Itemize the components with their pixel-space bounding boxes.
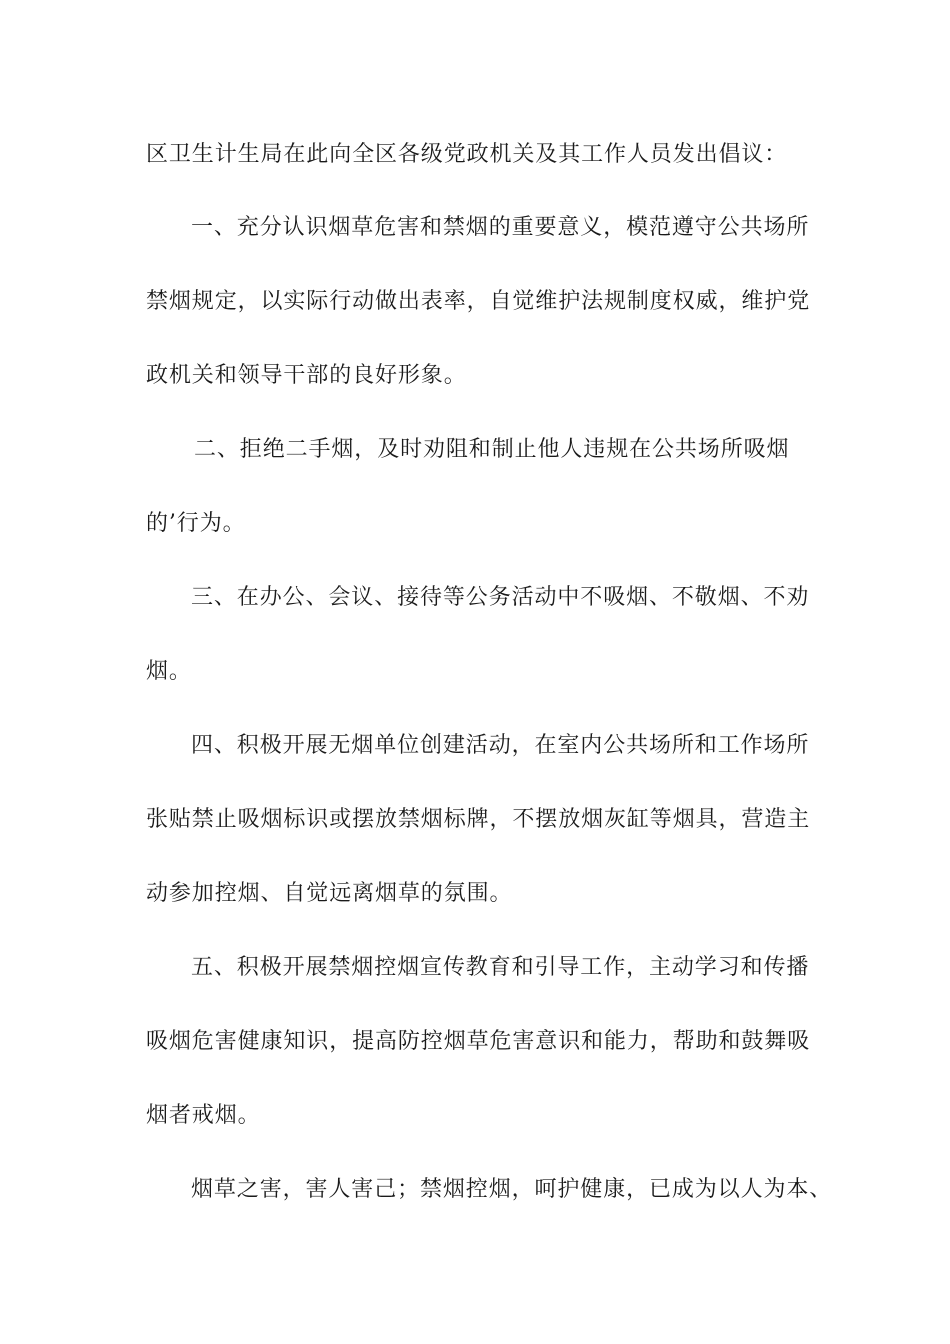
item-4-line-1: 四、积极开展无烟单位创建活动，在室内公共场所和工作场所 [191,733,810,758]
intro-line: 区卫生计生局在此向全区各级党政机关及其工作人员发出倡议： [146,142,788,167]
item-3-line-2: 烟。 [146,659,192,684]
item-5-line-3: 烟者戒烟。 [146,1103,261,1128]
item-5-line-1: 五、积极开展禁烟控烟宣传教育和引导工作，主动学习和传播 [191,955,810,980]
item-2-line-2: 的’行为。 [146,511,246,536]
item-3-line-1: 三、在办公、会议、接待等公务活动中不吸烟、不敬烟、不劝 [191,585,810,610]
item-4-line-2: 张贴禁止吸烟标识或摆放禁烟标牌，不摆放烟灰缸等烟具，营造主 [146,807,811,832]
item-1-line-3: 政机关和领导干部的良好形象。 [146,363,467,388]
item-1-line-1: 一、充分认识烟草危害和禁烟的重要意义，模范遵守公共场所 [191,215,810,240]
item-1-line-2: 禁烟规定，以实际行动做出表率，自觉维护法规制度权威，维护党 [146,289,811,314]
item-5-line-2: 吸烟危害健康知识，提高防控烟草危害意识和能力，帮助和鼓舞吸 [146,1029,811,1054]
item-4-line-3: 动参加控烟、自觉远离烟草的氛围。 [146,881,513,906]
item-2-line-1: 二、拒绝二手烟，及时劝阻和制止他人违规在公共场所吸烟 [194,437,790,462]
closing-line-1: 烟草之害，害人害己；禁烟控烟，呵护健康，已成为以人为本、 [191,1177,833,1202]
